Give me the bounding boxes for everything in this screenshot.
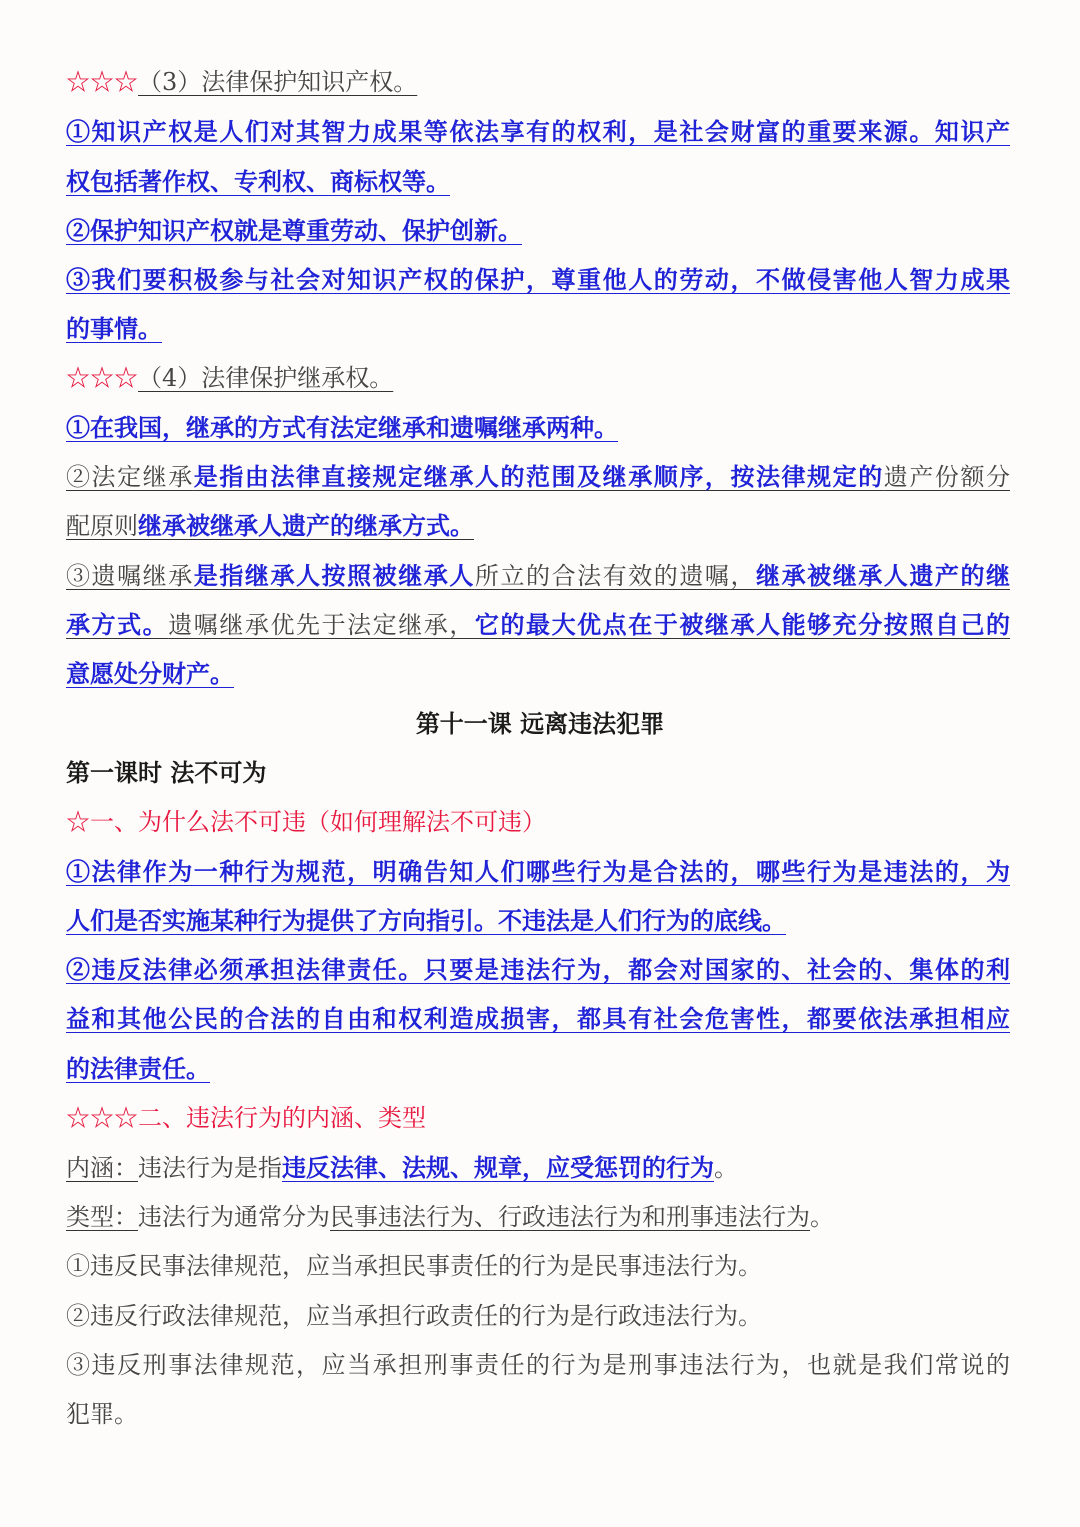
star-rating: ☆☆☆ — [66, 1104, 138, 1132]
section-heading-part2: ☆☆☆二、违法行为的内涵、类型 — [66, 1104, 426, 1132]
paragraph-line: 承方式。遗嘱继承优先于法定继承，它的最大优点在于被继承人能够充分按照自己的 — [66, 610, 1011, 639]
list-item: ③违反刑事法律规范，应当承担刑事责任的行为是刑事违法行为，也就是我们常说的 — [66, 1351, 1010, 1379]
paragraph-line: ②违反法律必须承担法律责任。只要是违法行为，都会对国家的、社会的、集体的利 — [66, 955, 1010, 984]
paragraph-line: ③我们要积极参与社会对知识产权的保护，尊重他人的劳动，不做侵害他人智力成果 — [66, 265, 1010, 294]
list-item: 犯罪。 — [66, 1400, 138, 1428]
section-heading-4: ☆☆☆（4）法律保护继承权。 — [66, 364, 394, 392]
paragraph-line: ②保护知识产权就是尊重劳动、保护创新。 — [66, 216, 522, 245]
star-rating: ☆☆☆ — [66, 68, 138, 96]
paragraph-line: ①知识产权是人们对其智力成果等依法享有的权利，是社会财富的重要来源。知识产 — [66, 117, 1010, 146]
paragraph-line: ①法律作为一种行为规范，明确告知人们哪些行为是合法的，哪些行为是违法的，为 — [66, 857, 1010, 886]
definition-line: 内涵：违法行为是指违反法律、法规、规章，应受惩罚的行为。 — [66, 1153, 738, 1182]
section-heading-part1: ☆一、为什么法不可违（如何理解法不可违） — [66, 808, 546, 836]
list-item: ①违反民事法律规范，应当承担民事责任的行为是民事违法行为。 — [66, 1252, 762, 1280]
lesson-title: 第十一课 远离违法犯罪 — [415, 709, 665, 738]
period-title: 第一课时 法不可为 — [66, 758, 267, 787]
types-line: 类型：违法行为通常分为民事违法行为、行政违法行为和刑事违法行为。 — [66, 1203, 834, 1231]
paragraph-line: 配原则继承被继承人遗产的继承方式。 — [66, 511, 474, 540]
list-item: ②违反行政法律规范，应当承担行政责任的行为是行政违法行为。 — [66, 1302, 762, 1330]
paragraph-line: ①在我国，继承的方式有法定继承和遗嘱继承两种。 — [66, 413, 618, 442]
section-heading-3: ☆☆☆（3）法律保护知识产权。 — [66, 68, 418, 96]
paragraph-line: 人们是否实施某种行为提供了方向指引。不违法是人们行为的底线。 — [66, 906, 786, 935]
paragraph-line: 的事情。 — [66, 314, 162, 343]
paragraph-line: 权包括著作权、专利权、商标权等。 — [66, 167, 450, 196]
paragraph-line: 意愿处分财产。 — [66, 659, 234, 688]
star-rating: ☆☆☆ — [66, 364, 138, 392]
paragraph-line: ③遗嘱继承是指继承人按照被继承人所立的合法有效的遗嘱，继承被继承人遗产的继 — [66, 561, 1011, 590]
paragraph-line: 的法律责任。 — [66, 1054, 210, 1083]
paragraph-line: ②法定继承是指由法律直接规定继承人的范围及继承顺序，按法律规定的遗产份额分 — [66, 462, 1011, 491]
paragraph-line: 益和其他公民的合法的自由和权利造成损害，都具有社会危害性，都要依法承担相应 — [66, 1004, 1010, 1033]
